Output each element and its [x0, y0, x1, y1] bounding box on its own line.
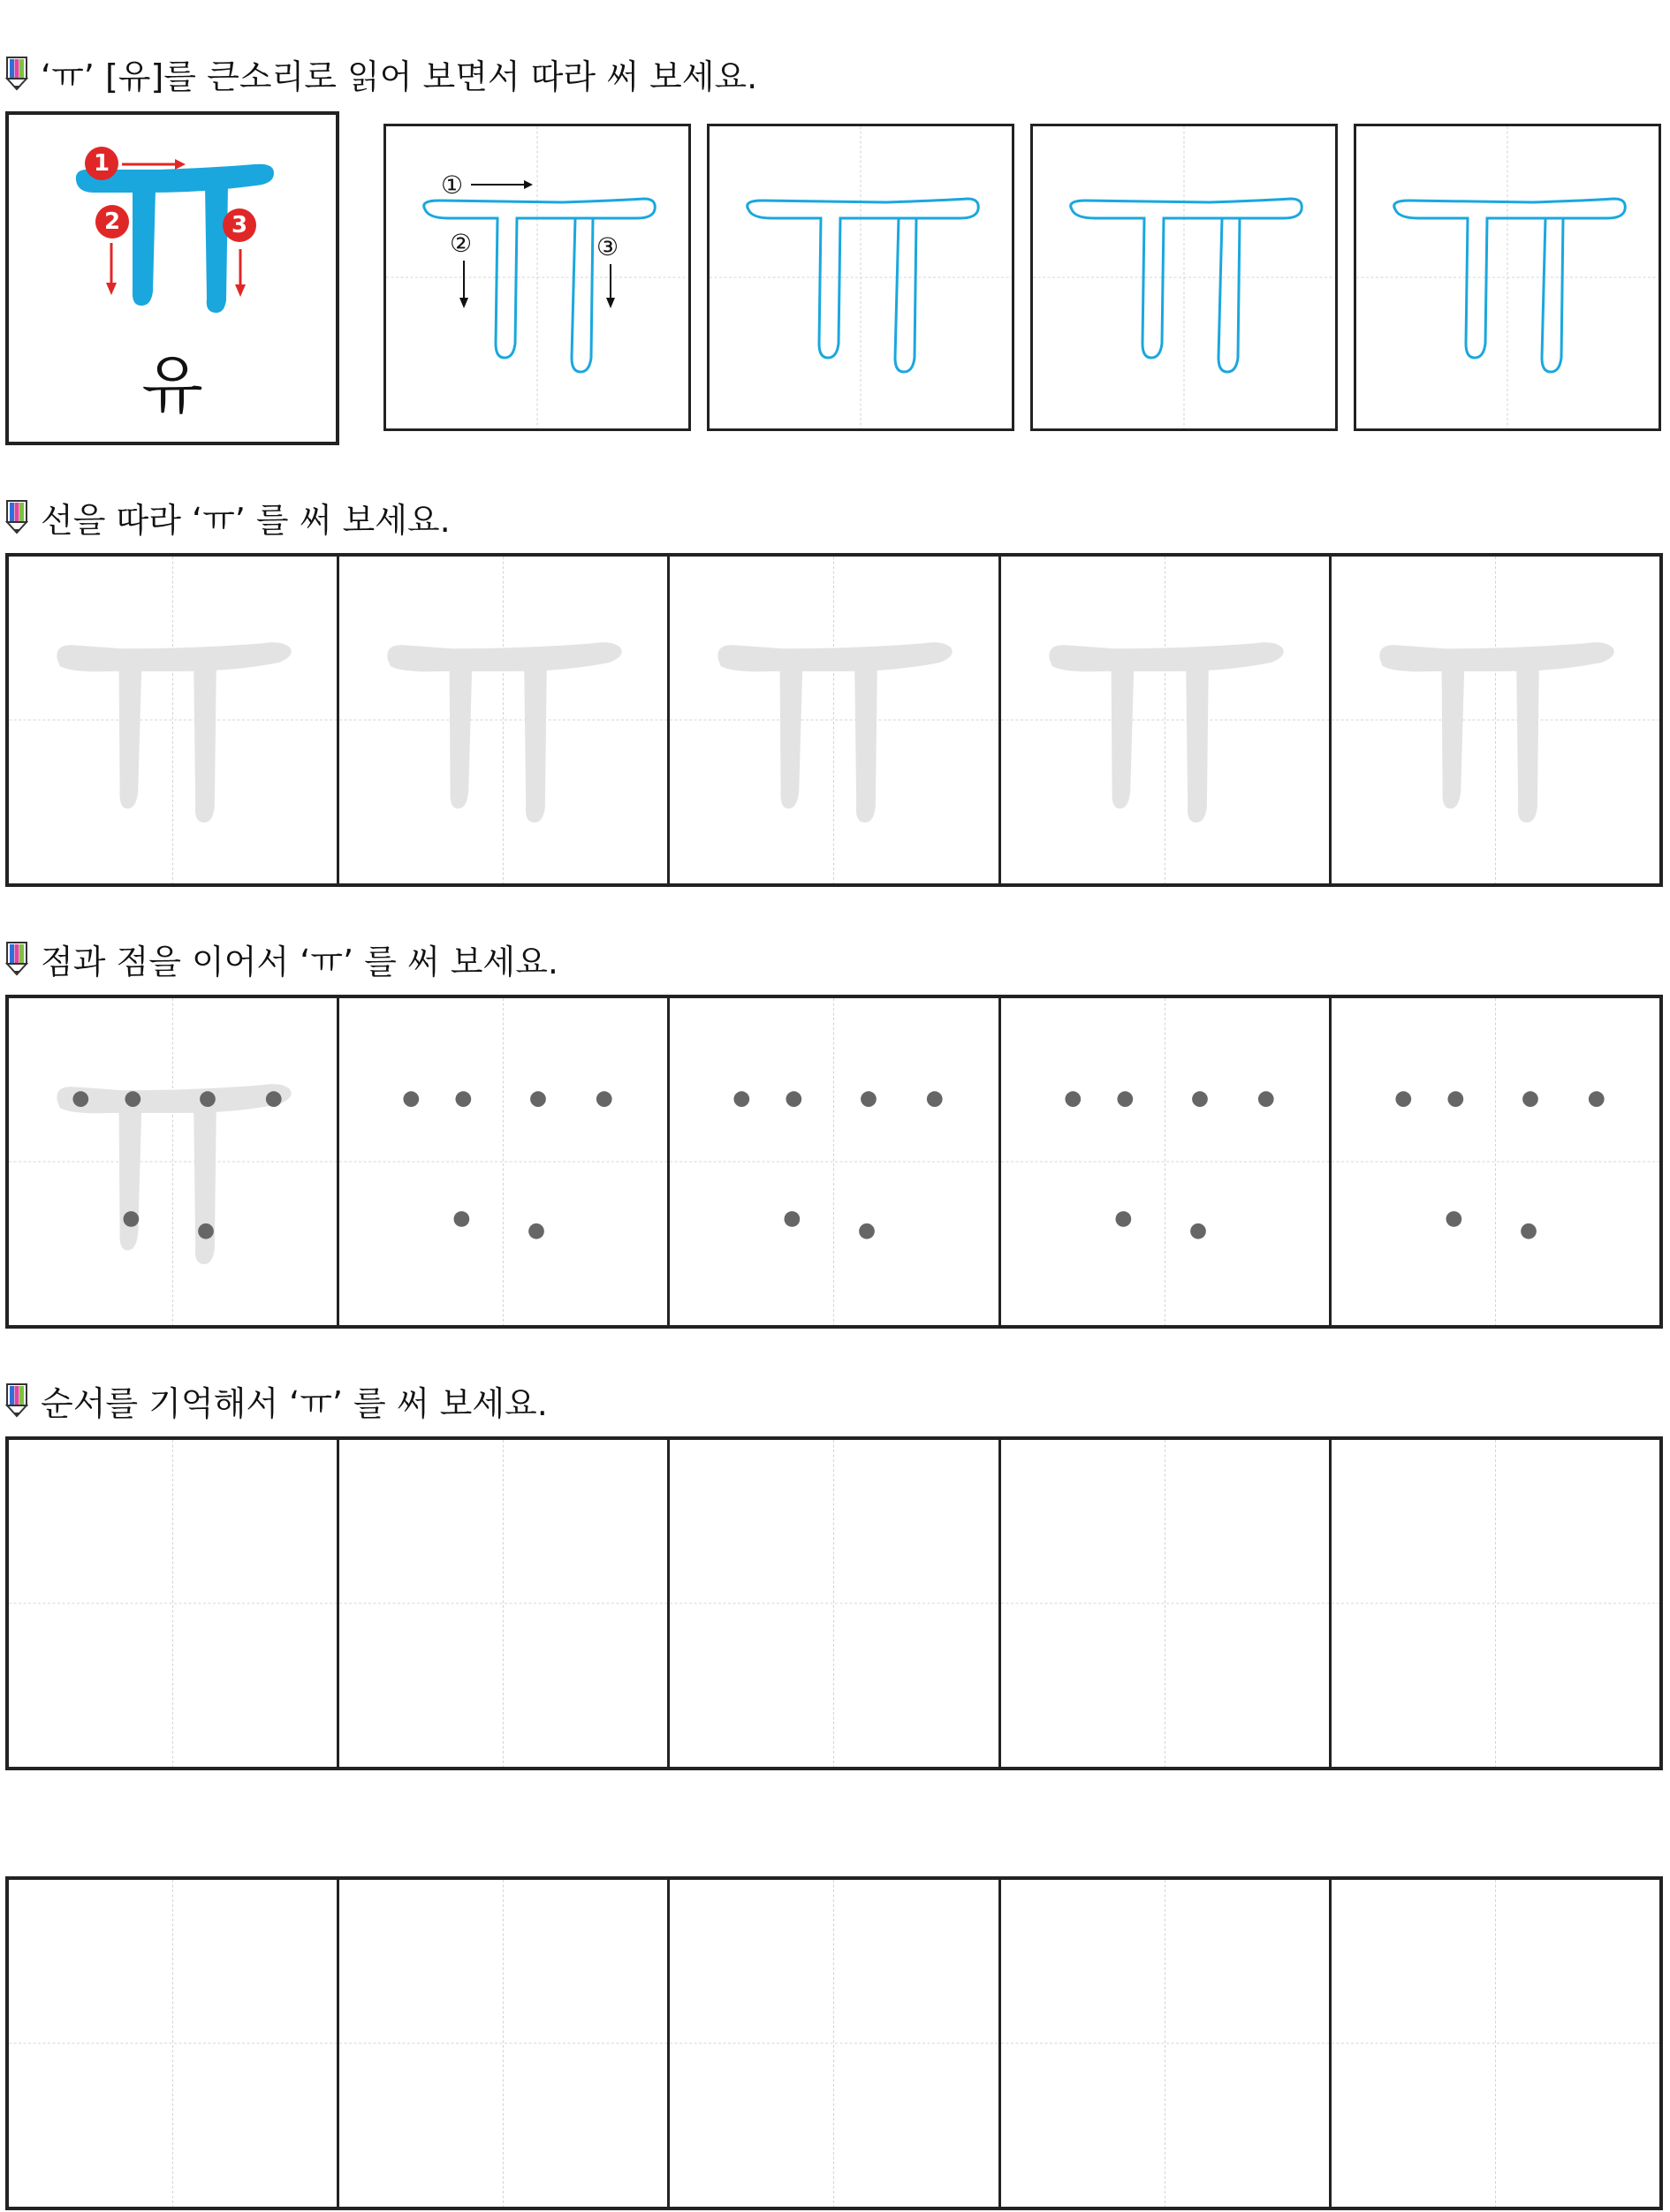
trace-box-3[interactable] — [670, 557, 1000, 883]
instruction-3 — [5, 936, 558, 981]
dots-box-1[interactable] — [9, 998, 339, 1325]
model-syllable: 유 — [141, 348, 203, 422]
guide-lines — [9, 1440, 337, 1767]
gray-letter — [339, 557, 667, 883]
guide-lines — [1001, 1440, 1329, 1767]
practice-box[interactable] — [670, 1880, 1000, 2207]
stroke-order-badge-1: 1 — [85, 147, 118, 180]
connect-dots — [339, 998, 667, 1325]
instruction-4 — [5, 1378, 548, 1422]
practice-row-1 — [5, 1436, 1663, 1770]
dots-box-5[interactable] — [1332, 998, 1659, 1325]
instruction-2-text: 선을 따라 ‘ㅠ’ 를 써 보세요. — [41, 500, 451, 540]
practice-box[interactable] — [9, 1880, 339, 2207]
outline-trace-box-2[interactable] — [707, 124, 1014, 431]
stroke-order-badge-2: 2 — [95, 205, 129, 239]
gray-letter — [1332, 557, 1659, 883]
outline-trace-box-4[interactable] — [1354, 124, 1661, 431]
guide-lines — [1001, 1880, 1329, 2207]
gray-letter — [1001, 557, 1329, 883]
model-letter-box — [5, 111, 339, 445]
practice-box[interactable] — [1332, 1440, 1659, 1767]
dots-box-2[interactable] — [339, 998, 670, 1325]
outline-stroke-label-2: ② — [450, 229, 473, 258]
practice-box[interactable] — [1001, 1440, 1332, 1767]
trace-box-2[interactable] — [339, 557, 670, 883]
outline-letter — [1356, 126, 1659, 428]
trace-box-1[interactable] — [9, 557, 339, 883]
guide-lines — [1332, 1880, 1659, 2207]
connect-dots — [670, 998, 998, 1325]
instruction-1-text: ‘ㅠ’ [유]를 큰소리로 읽어 보면서 따라 써 보세요. — [41, 57, 758, 96]
connect-dots — [1332, 998, 1659, 1325]
connect-dots — [1001, 998, 1329, 1325]
practice-box[interactable] — [1001, 1880, 1332, 2207]
trace-row — [5, 553, 1663, 887]
outline-stroke-label-3: ③ — [596, 232, 619, 261]
gray-letter — [670, 557, 998, 883]
outline-trace-box-3[interactable] — [1030, 124, 1338, 431]
outline-letter — [386, 126, 688, 428]
trace-box-4[interactable] — [1001, 557, 1332, 883]
instruction-3-text: 점과 점을 이어서 ‘ㅠ’ 를 써 보세요. — [41, 942, 558, 981]
practice-row-2 — [5, 1876, 1663, 2210]
guide-lines — [670, 1880, 998, 2207]
outline-letter — [710, 126, 1012, 428]
outline-stroke-label-1: ① — [441, 170, 464, 200]
instruction-1 — [5, 51, 757, 95]
guide-lines — [339, 1880, 667, 2207]
practice-box[interactable] — [339, 1440, 670, 1767]
outline-letter — [1033, 126, 1335, 428]
trace-box-5[interactable] — [1332, 557, 1659, 883]
practice-box[interactable] — [339, 1880, 670, 2207]
outline-trace-box-1[interactable] — [383, 124, 691, 431]
practice-box[interactable] — [670, 1440, 1000, 1767]
instruction-4-text: 순서를 기억해서 ‘ㅠ’ 를 써 보세요. — [41, 1383, 548, 1423]
pencil-icon — [5, 499, 28, 534]
pencil-icon — [5, 1382, 28, 1418]
guide-lines — [1332, 1440, 1659, 1767]
stroke-order-badge-3: 3 — [223, 208, 256, 242]
dots-box-4[interactable] — [1001, 998, 1332, 1325]
dots-box-3[interactable] — [670, 998, 1000, 1325]
connect-dots — [9, 998, 337, 1325]
practice-box[interactable] — [1332, 1880, 1659, 2207]
practice-box[interactable] — [9, 1440, 339, 1767]
pencil-icon — [5, 56, 28, 91]
dots-row — [5, 995, 1663, 1329]
guide-lines — [9, 1880, 337, 2207]
pencil-icon — [5, 941, 28, 976]
guide-lines — [339, 1440, 667, 1767]
instruction-2 — [5, 495, 451, 539]
gray-letter — [9, 557, 337, 883]
guide-lines — [670, 1440, 998, 1767]
